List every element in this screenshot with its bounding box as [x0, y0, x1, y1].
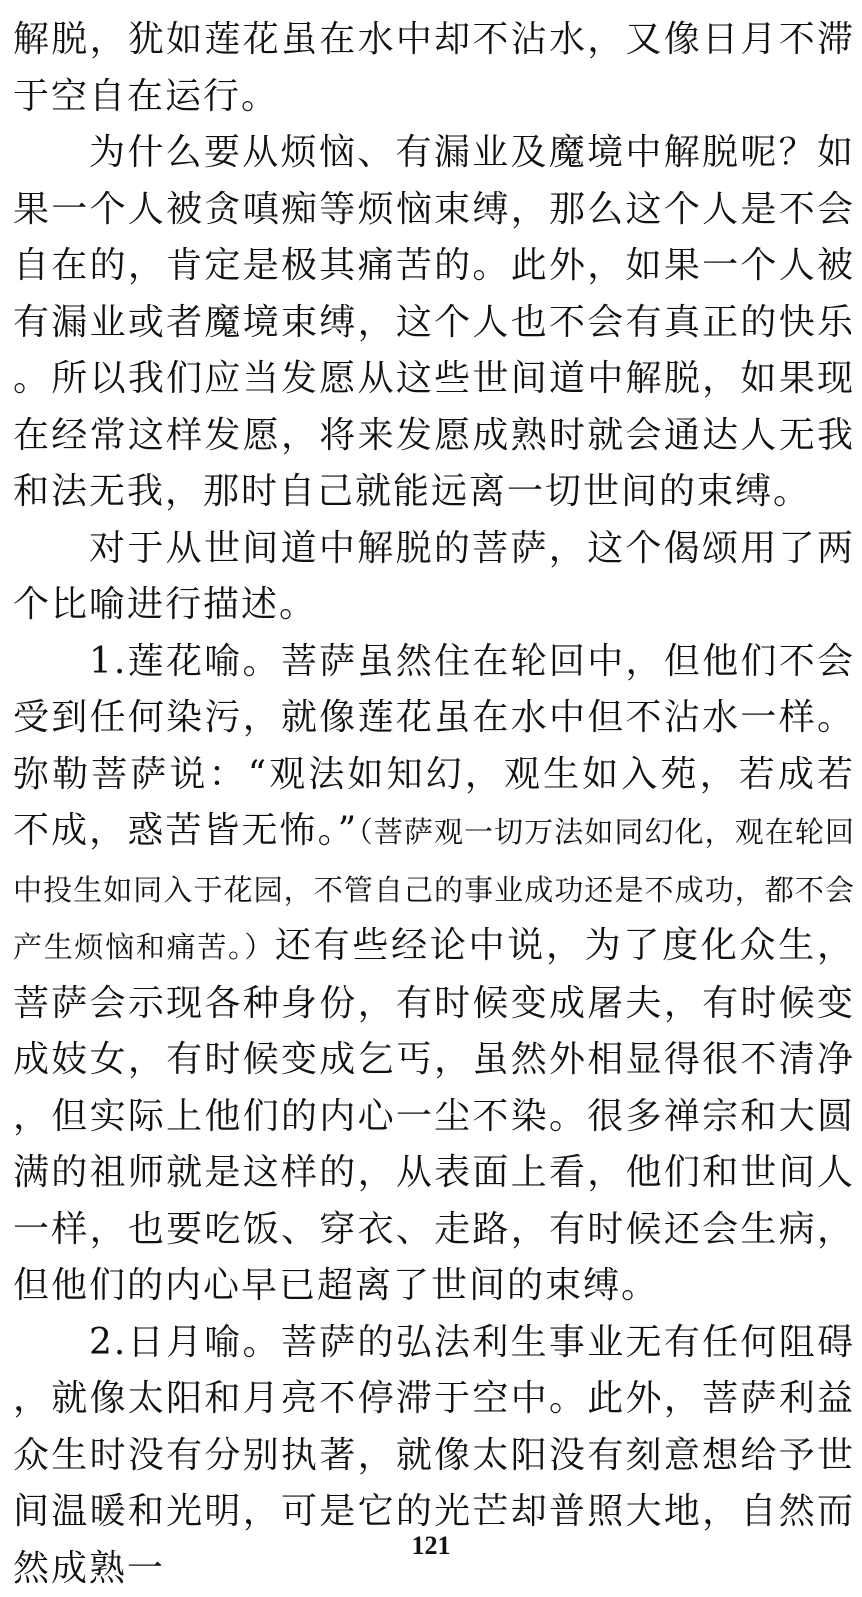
paragraph-4-continued: 还有些经论中说，为了度化众生，菩萨会示现各种身份，有时候变成屠夫，有时候变成妓女，有时候变成乞丐，虽然外相显得很不清净，但实际上他们的内心一尘不染。很多禅宗和大圆满的祖师就是这样的，从表面上看，他们和世间人一样，也要吃饭、穿衣、走路，有时候还会生病，但他们的内心早已超离了世间的束缚。 — [13, 925, 855, 1306]
paragraph-1: 解脱，犹如莲花虽在水中却不沾水，又像日月不滞于空自在运行。 — [13, 12, 855, 125]
paragraph-4-note: （菩萨观一切万法如同幻化，观在轮回中投生如同入于花园，不管自己的事业成功还是不成功，都不会产生烦恼和痛苦。） — [13, 815, 855, 964]
page-body — [13, 12, 855, 1597]
paragraph-4 — [13, 634, 855, 1315]
paragraph-3: 对于从世间道中解脱的菩萨，这个偈颂用了两个比喻进行描述。 — [13, 521, 855, 634]
paragraph-2: 为什么要从烦恼、有漏业及魔境中解脱呢？如果一个人被贪嗔痴等烦恼束缚，那么这个人是不会自在的，肯定是极其痛苦的。此外，如果一个人被有漏业或者魔境束缚，这个人也不会有真正的快乐。所以我们应当发愿从这些世间道中解脱，如果现在经常这样发愿，将来发愿成熟时就会通达人无我和法无我，那时自己就能远离一切世间的束缚。 — [13, 125, 855, 521]
page-number: 121 — [0, 1533, 862, 1559]
paragraph-4-main: 1.莲花喻。菩萨虽然住在轮回中，但他们不会受到任何染污，就像莲花虽在水中但不沾水一样。弥勒菩萨说：“观法如知幻，观生如入苑，若成若不成，惑苦皆无怖。” — [13, 641, 855, 852]
paragraph-5: 2.日月喻。菩萨的弘法利生事业无有任何阻碍，就像太阳和月亮不停滞于空中。此外，菩萨利益众生时没有分别执著，就像太阳没有刻意想给予世间温暖和光明，可是它的光芒却普照大地，自然而然成熟一 — [13, 1315, 855, 1597]
